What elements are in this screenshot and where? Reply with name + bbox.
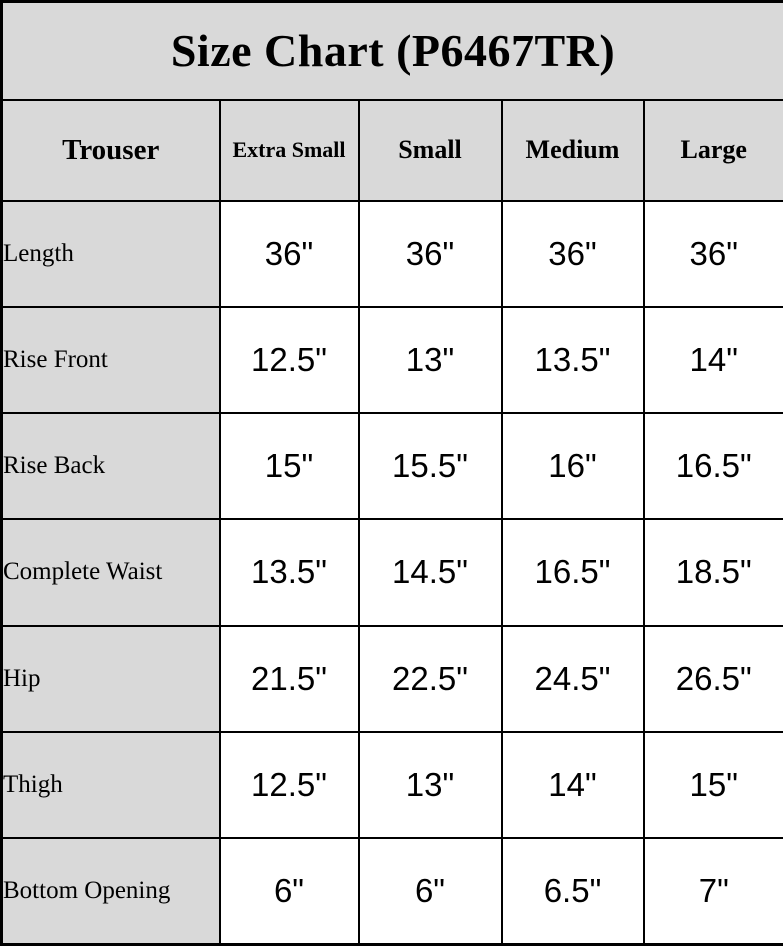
cell-rise-front-small: 13" (359, 307, 502, 413)
cell-rise-back-medium: 16" (502, 413, 644, 519)
row-label-hip: Hip (2, 626, 220, 732)
row-label-complete-waist: Complete Waist (2, 519, 220, 625)
cell-hip-small: 22.5" (359, 626, 502, 732)
cell-rise-back-large: 16.5" (644, 413, 783, 519)
cell-thigh-large: 15" (644, 732, 783, 838)
cell-bottom-opening-small: 6" (359, 838, 502, 944)
cell-rise-back-extra-small: 15" (220, 413, 359, 519)
chart-title: Size Chart (P6467TR) (2, 2, 783, 100)
table-row-rise-back (2, 413, 783, 519)
cell-thigh-extra-small: 12.5" (220, 732, 359, 838)
row-label-bottom-opening: Bottom Opening (2, 838, 220, 944)
cell-thigh-medium: 14" (502, 732, 644, 838)
cell-hip-large: 26.5" (644, 626, 783, 732)
cell-rise-front-large: 14" (644, 307, 783, 413)
column-header-large: Large (644, 100, 783, 201)
row-label-thigh: Thigh (2, 732, 220, 838)
table-row-length (2, 201, 783, 307)
table-row-hip (2, 626, 783, 732)
column-header-row (2, 100, 783, 201)
cell-bottom-opening-medium: 6.5" (502, 838, 644, 944)
cell-bottom-opening-extra-small: 6" (220, 838, 359, 944)
table-row-bottom-opening (2, 838, 783, 944)
cell-thigh-small: 13" (359, 732, 502, 838)
cell-complete-waist-extra-small: 13.5" (220, 519, 359, 625)
column-header-extra-small: Extra Small (220, 100, 359, 201)
row-label-length: Length (2, 201, 220, 307)
cell-hip-extra-small: 21.5" (220, 626, 359, 732)
table-row-complete-waist (2, 519, 783, 625)
cell-length-extra-small: 36" (220, 201, 359, 307)
cell-rise-front-medium: 13.5" (502, 307, 644, 413)
table-row-rise-front (2, 307, 783, 413)
cell-complete-waist-large: 18.5" (644, 519, 783, 625)
title-row (2, 2, 783, 100)
cell-rise-front-extra-small: 12.5" (220, 307, 359, 413)
row-label-rise-back: Rise Back (2, 413, 220, 519)
table-row-thigh (2, 732, 783, 838)
column-header-small: Small (359, 100, 502, 201)
cell-length-large: 36" (644, 201, 783, 307)
cell-complete-waist-small: 14.5" (359, 519, 502, 625)
cell-length-medium: 36" (502, 201, 644, 307)
row-label-rise-front: Rise Front (2, 307, 220, 413)
cell-complete-waist-medium: 16.5" (502, 519, 644, 625)
column-header-medium: Medium (502, 100, 644, 201)
column-header-trouser: Trouser (2, 100, 220, 201)
cell-rise-back-small: 15.5" (359, 413, 502, 519)
cell-hip-medium: 24.5" (502, 626, 644, 732)
cell-bottom-opening-large: 7" (644, 838, 783, 944)
cell-length-small: 36" (359, 201, 502, 307)
